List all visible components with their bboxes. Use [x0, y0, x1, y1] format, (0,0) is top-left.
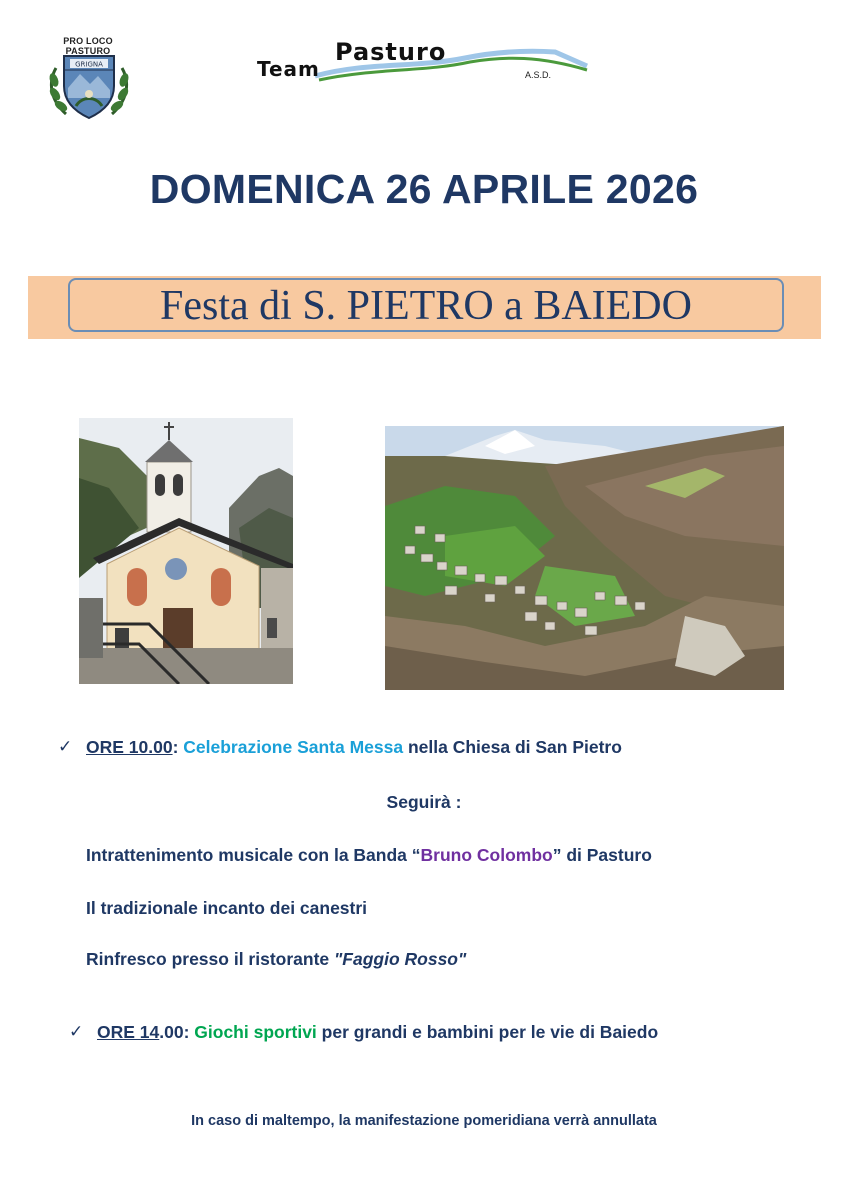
event-date: DOMENICA 26 APRILE 2026: [149, 166, 699, 212]
team-logo-asd: A.S.D.: [525, 70, 552, 80]
team-pasturo-logo: [255, 38, 595, 88]
restaurant-name: "Faggio Rosso": [334, 949, 467, 969]
games-time: ORE 14: [97, 1022, 160, 1042]
proloco-logo: [40, 36, 136, 120]
checkmark-icon: ✓: [69, 1022, 84, 1041]
program-item-music: [86, 845, 652, 866]
mass-time-separator: :: [172, 737, 184, 757]
follows-heading: Seguirà :: [386, 792, 462, 812]
games-description: per grandi e bambini per le vie di Baiedo: [316, 1022, 659, 1042]
church-photo: [79, 418, 293, 684]
program-item-refreshment: [86, 949, 466, 970]
svg-text:GRIGNA: GRIGNA: [75, 60, 103, 69]
proloco-crest-icon: [46, 48, 132, 122]
program-item-games: [97, 1022, 658, 1043]
team-logo-team: Team: [257, 57, 320, 81]
weather-note: In caso di maltempo, la manifestazione pomeridiana verrà annullata: [191, 1113, 657, 1129]
mass-event: Celebrazione Santa Messa: [183, 737, 404, 757]
refreshment-text: Rinfresco presso il ristorante: [86, 949, 334, 969]
checkmark-icon: ✓: [58, 737, 73, 756]
mass-time: ORE 10.00: [86, 737, 173, 757]
games-time-rest: .00:: [159, 1022, 195, 1042]
proloco-name: PRO LOCO PASTURO: [63, 36, 113, 56]
band-name: Bruno Colombo: [420, 845, 553, 865]
event-title: Festa di S. PIETRO a BAIEDO: [160, 283, 692, 329]
mass-location: nella Chiesa di San Pietro: [403, 737, 622, 757]
team-logo-pasturo: Pasturo: [335, 38, 447, 66]
program-item-mass: [86, 737, 622, 758]
music-text-post: ” di Pasturo: [552, 845, 652, 865]
games-event: Giochi sportivi: [194, 1022, 317, 1042]
music-text-pre: Intrattenimento musicale con la Banda “: [86, 845, 421, 865]
valley-photo: [385, 426, 784, 690]
program-item-auction: Il tradizionale incanto dei canestri: [86, 898, 368, 918]
